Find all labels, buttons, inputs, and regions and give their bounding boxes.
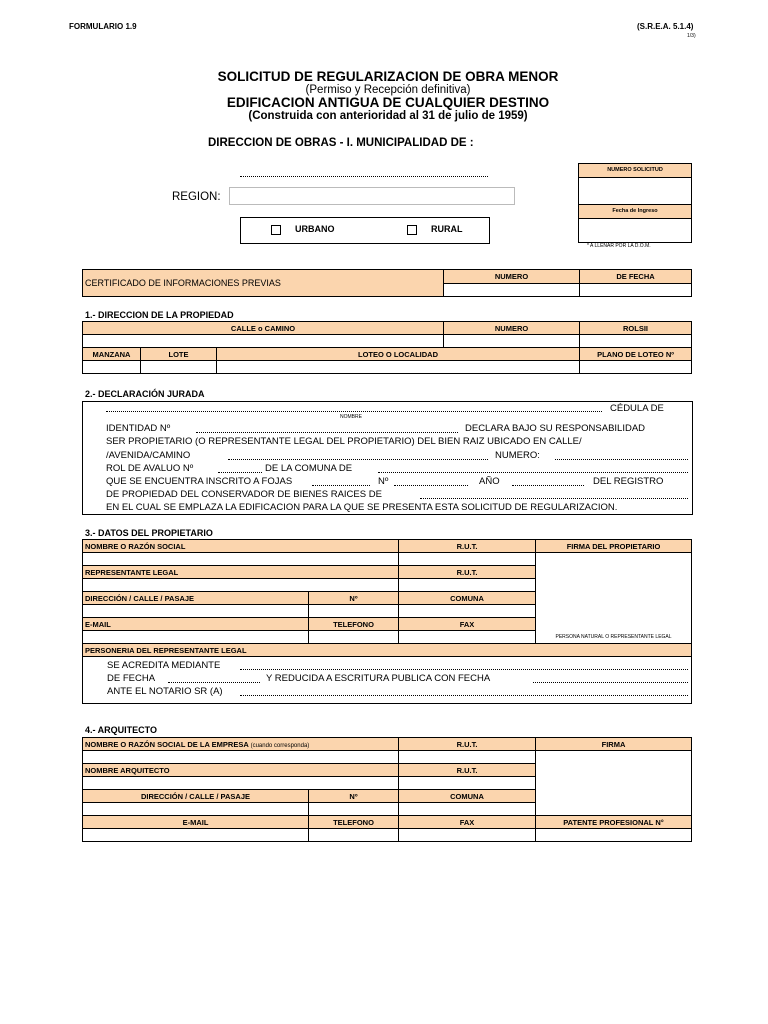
comuna-line[interactable]: [378, 472, 688, 473]
form-title-2: EDIFICACION ANTIGUA DE CUALQUIER DESTINO: [226, 95, 550, 110]
prop-telefono-header: TELEFONO: [309, 618, 399, 631]
dom-box: [578, 163, 692, 243]
arq-comuna-header: COMUNA: [399, 790, 536, 803]
manzana-cell[interactable]: [83, 361, 141, 374]
arq-telefono-cell[interactable]: [309, 829, 399, 842]
propiedad-label: DE PROPIEDAD DEL CONSERVADOR DE BIENES RAICES DE: [106, 489, 382, 500]
ano-label: AÑO: [479, 476, 500, 487]
arq-empresa-cell[interactable]: [83, 751, 399, 764]
rep-legal-header: REPRESENTANTE LEGAL: [83, 566, 399, 579]
numero-line[interactable]: [555, 459, 688, 460]
ser-text: SER PROPIETARIO (O REPRESENTANTE LEGAL DEL PROPIETARIO) DEL BIEN RAIZ UBICADO EN CALLE/: [106, 436, 582, 447]
form-title: SOLICITUD DE REGULARIZACION DE OBRA MENOR: [217, 69, 559, 84]
reducida-label: Y REDUCIDA A ESCRITURA PUBLICA CON FECHA: [266, 673, 491, 684]
inscrito-label: QUE SE ENCUENTRA INSCRITO A FOJAS: [106, 476, 293, 487]
emplaza-text: EN EL CUAL SE EMPLAZA LA EDIFICACION PARA LA QUE SE PRESENTA ESTA SOLICITUD DE REGULARIZACION.: [106, 502, 618, 513]
arq-nombre-cell[interactable]: [83, 777, 399, 790]
section1-title: 1.- DIRECCION DE LA PROPIEDAD: [85, 310, 234, 320]
arq-fax-header: FAX: [399, 816, 536, 829]
comuna-label: DE LA COMUNA DE: [265, 463, 353, 474]
notario-line[interactable]: [240, 695, 688, 696]
form-subtitle-2: (Construida con anterioridad al 31 de julio de 1959): [248, 110, 528, 122]
arq-no-cell[interactable]: [309, 803, 399, 816]
arq-patente-cell[interactable]: [536, 829, 692, 842]
arq-rut2-cell[interactable]: [399, 777, 536, 790]
fecha-ingreso-header: Fecha de Ingreso: [579, 204, 691, 219]
numero-header: NUMERO: [444, 322, 580, 335]
calle-header: CALLE o CAMINO: [83, 322, 444, 335]
arq-rut-header: R.U.T.: [399, 738, 536, 751]
prop-no-header: Nº: [309, 592, 399, 605]
prop-fax-header: FAX: [399, 618, 536, 631]
dom-note: * A LLENAR POR LA D.O.M.: [587, 243, 651, 249]
arq-direccion-header: DIRECCIÓN / CALLE / PASAJE: [83, 790, 309, 803]
arq-telefono-header: TELEFONO: [309, 816, 399, 829]
arq-rut-cell[interactable]: [399, 751, 536, 764]
loteo-cell[interactable]: [217, 361, 580, 374]
prop-comuna-cell[interactable]: [399, 605, 536, 618]
no-line[interactable]: [394, 485, 468, 486]
section4-title: 4.- ARQUITECTO: [85, 725, 158, 735]
numero-solicitud-header: NUMERO SOLICITUD: [579, 164, 691, 178]
arq-patente-header: PATENTE PROFESIONAL N°: [536, 816, 692, 829]
plano-cell[interactable]: [580, 361, 692, 374]
reducida-line[interactable]: [533, 682, 688, 683]
arq-empresa-label: NOMBRE O RAZÓN SOCIAL DE LA EMPRESA: [85, 739, 249, 749]
prop-no-cell[interactable]: [309, 605, 399, 618]
nombre-line[interactable]: [106, 411, 602, 412]
rolsii-cell[interactable]: [580, 335, 692, 348]
numero-label: NUMERO:: [495, 450, 540, 461]
identidad-line[interactable]: [196, 432, 458, 433]
acredita-line[interactable]: [240, 669, 688, 670]
section3-title: 3.- DATOS DEL PROPIETARIO: [85, 528, 213, 538]
calle-cell[interactable]: [83, 335, 444, 348]
arq-rut2-header: R.U.T.: [399, 764, 536, 777]
arq-fax-cell[interactable]: [399, 829, 536, 842]
persona-caption: PERSONA NATURAL O REPRESENTANTE LEGAL: [555, 634, 672, 640]
municipalidad-line[interactable]: [240, 176, 488, 177]
urbano-checkbox[interactable]: [271, 225, 281, 235]
region-label: REGION:: [172, 191, 221, 203]
loteo-header: LOTEO O LOCALIDAD: [217, 348, 580, 361]
de-fecha-line[interactable]: [168, 682, 260, 683]
prop-direccion-cell[interactable]: [83, 605, 309, 618]
cedula-label: CÉDULA DE: [610, 403, 664, 414]
declara-text: DECLARA BAJO SU RESPONSABILIDAD: [465, 423, 646, 434]
rol-label: ROL DE AVALUO Nº: [106, 463, 194, 474]
cert-numero-cell[interactable]: [444, 284, 580, 297]
direccion-obras-heading: DIRECCION DE OBRAS - I. MUNICIPALIDAD DE :: [208, 137, 474, 149]
section2-title: 2.- DECLARACIÓN JURADA: [85, 389, 205, 399]
prop-rut-header: R.U.T.: [399, 540, 536, 553]
rural-option[interactable]: [407, 224, 463, 235]
prop-nombre-header: NOMBRE O RAZÓN SOCIAL: [83, 540, 399, 553]
form-code: (S.R.E.A. 5.1.4): [637, 22, 694, 31]
notario-label: ANTE EL NOTARIO SR (A): [107, 686, 223, 697]
rol-line[interactable]: [218, 472, 262, 473]
ano-line[interactable]: [512, 485, 584, 486]
prop-firma-header: FIRMA DEL PROPIETARIO: [536, 540, 692, 553]
identidad-label: IDENTIDAD Nº: [106, 423, 171, 434]
arq-email-header: E-MAIL: [83, 816, 309, 829]
rolsii-header: ROLSII: [580, 322, 692, 335]
urbano-label: URBANO: [295, 224, 335, 234]
prop-email-header: E-MAIL: [83, 618, 309, 631]
zone-box: [240, 217, 490, 244]
prop-telefono-cell[interactable]: [309, 631, 399, 644]
prop-firma-cell[interactable]: [536, 553, 692, 644]
urbano-option[interactable]: [271, 224, 335, 235]
form-number: FORMULARIO 1.9: [69, 22, 137, 31]
fojas-line[interactable]: [312, 485, 370, 486]
arq-cuando-label: (cuando corresponda): [250, 742, 310, 749]
avenida-line[interactable]: [228, 459, 488, 460]
personeria-header: PERSONERIA DEL REPRESENTANTE LEGAL: [83, 644, 692, 657]
certificado-table: [82, 269, 692, 297]
lote-header: LOTE: [141, 348, 217, 361]
plano-header: PLANO DE LOTEO Nº: [580, 348, 692, 361]
arq-no-header: Nº: [309, 790, 399, 803]
arq-nombre-header: NOMBRE ARQUITECTO: [83, 764, 399, 777]
numero-cell[interactable]: [444, 335, 580, 348]
prop-comuna-header: COMUNA: [399, 592, 536, 605]
arq-firma-header: FIRMA: [536, 738, 692, 751]
arq-email-cell[interactable]: [83, 829, 309, 842]
prop-direccion-header: DIRECCIÓN / CALLE / PASAJE: [83, 592, 309, 605]
rural-checkbox[interactable]: [407, 225, 417, 235]
de-fecha-label: DE FECHA: [107, 673, 156, 684]
prop-email-cell[interactable]: [83, 631, 309, 644]
arq-firma-cell[interactable]: [536, 751, 692, 816]
cert-fecha-header: DE FECHA: [580, 270, 692, 284]
arquitecto-table: [82, 737, 692, 842]
prop-fax-cell[interactable]: [399, 631, 536, 644]
no-label: Nº: [378, 476, 389, 487]
region-input[interactable]: [229, 187, 515, 205]
arq-empresa-header: [83, 738, 399, 751]
direccion-table: [82, 321, 692, 374]
page-number: 1/3): [687, 33, 696, 39]
rep-rut-header: R.U.T.: [399, 566, 536, 579]
arq-direccion-cell[interactable]: [83, 803, 309, 816]
manzana-header: MANZANA: [83, 348, 141, 361]
prop-nombre-cell[interactable]: [83, 553, 399, 566]
cert-numero-header: NUMERO: [444, 270, 580, 284]
lote-cell[interactable]: [141, 361, 217, 374]
rural-label: RURAL: [431, 224, 463, 234]
acredita-label: SE ACREDITA MEDIANTE: [107, 660, 221, 671]
avenida-label: /AVENIDA/CAMINO: [106, 450, 191, 461]
prop-rut-cell[interactable]: [399, 553, 536, 566]
form-subtitle: (Permiso y Recepción definitiva): [305, 84, 471, 96]
rep-rut-cell[interactable]: [399, 579, 536, 592]
arq-comuna-cell[interactable]: [399, 803, 536, 816]
certificado-label: CERTIFICADO DE INFORMACIONES PREVIAS: [83, 270, 444, 297]
propiedad-line[interactable]: [420, 498, 688, 499]
rep-legal-cell[interactable]: [83, 579, 399, 592]
nombre-caption: NOMBRE: [340, 414, 362, 420]
registro-label: DEL REGISTRO: [593, 476, 664, 487]
cert-fecha-cell[interactable]: [580, 284, 692, 297]
